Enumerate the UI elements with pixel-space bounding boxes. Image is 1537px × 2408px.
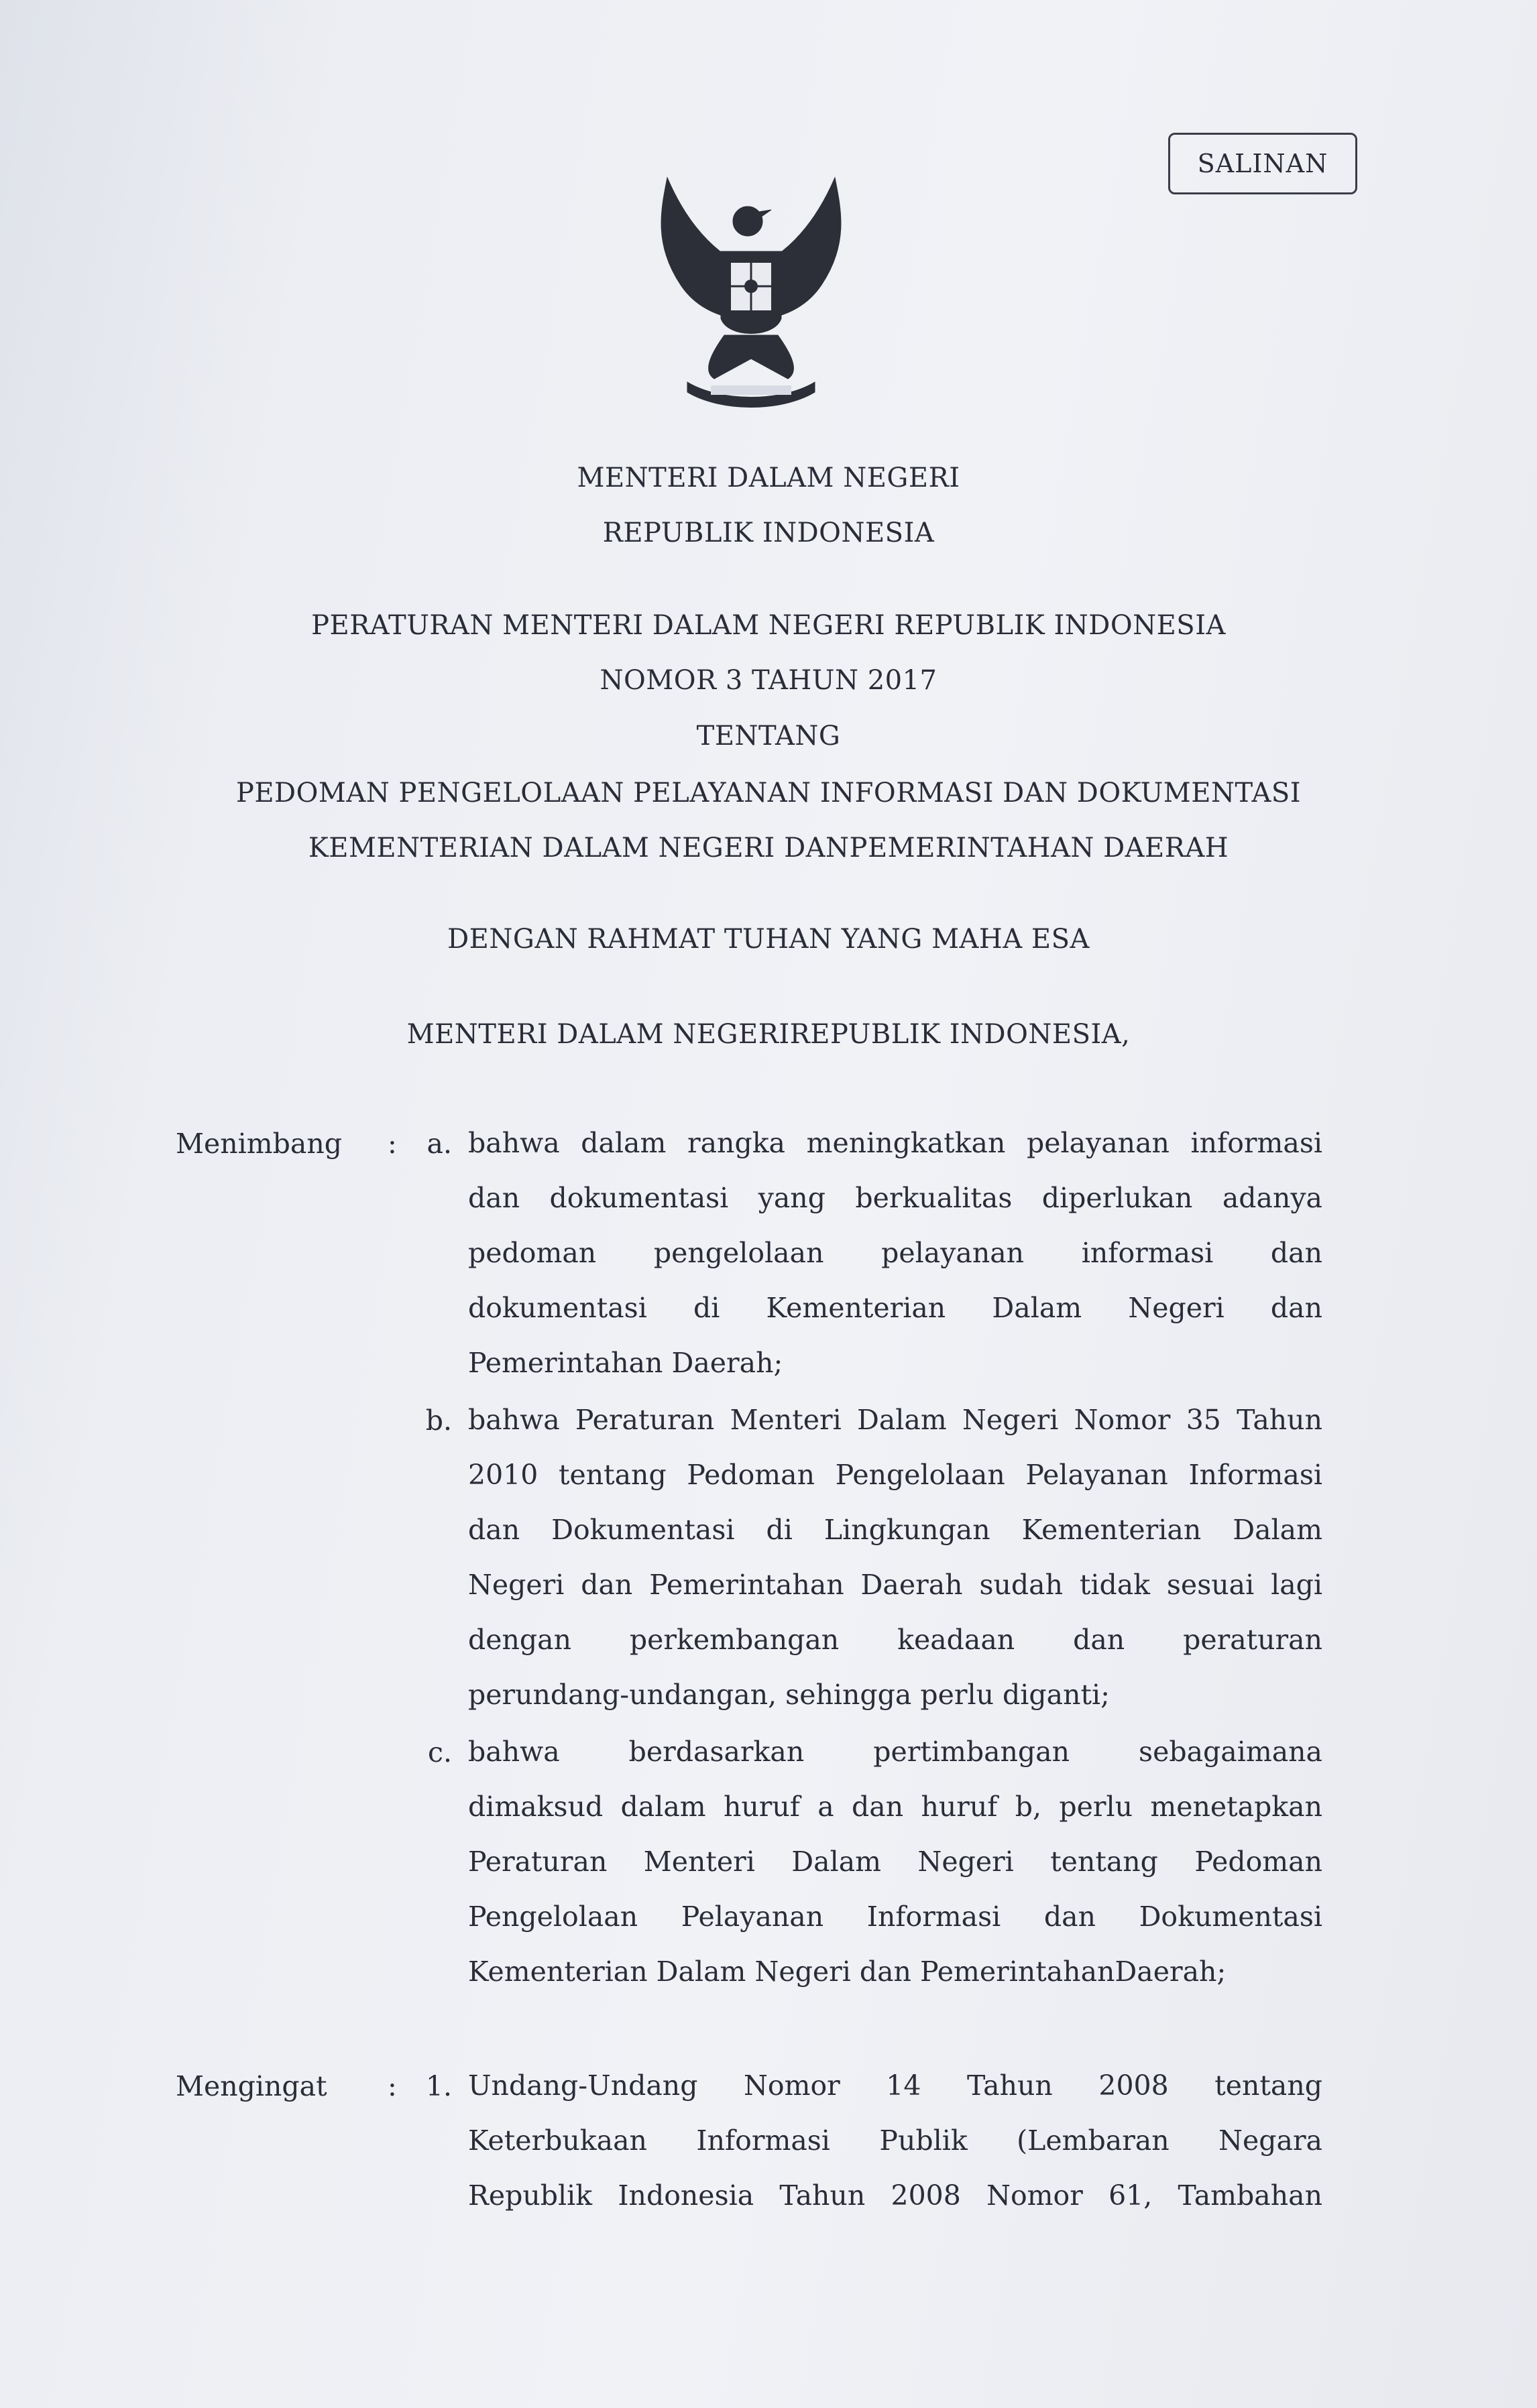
text-line: Pengelolaan Pelayanan Informasi dan Dokumentasi [468,1901,1322,1933]
text-line: Keterbukaan Informasi Publik (Lembaran Negara [468,2124,1322,2157]
text-line: dan dokumentasi yang berkualitas diperlukan adanya [468,1182,1322,1214]
text-line: bahwa dalam rangka meningkatkan pelayanan informasi [468,1127,1322,1159]
text-line: Kementerian Dalam Negeri dan PemerintahanDaerah; [468,1955,1227,1988]
menimbang-a-paragraph [468,1116,1322,1390]
text-line: Republik Indonesia Tahun 2008 Nomor 61, Tambahan [468,2179,1322,2212]
title-line-4: PEDOMAN PENGELOLAAN PELAYANAN INFORMASI DAN DOKUMENTASI [235,778,1302,808]
title-line-1: PERATURAN MENTERI DALAM NEGERI REPUBLIK INDONESIA [311,610,1226,641]
text-line: dimaksud dalam huruf a dan huruf b, perlu menetapkan [468,1791,1322,1823]
header-line-2: REPUBLIK INDONESIA [602,518,935,548]
title-line-2: NOMOR 3 TAHUN 2017 [600,665,937,696]
text-line: pedoman pengelolaan pelayanan informasi dan [468,1237,1322,1269]
text-line: dengan perkembangan keadaan dan peraturan [468,1624,1322,1656]
menimbang-a-marker: a. [426,1128,452,1160]
garuda-emblem [640,171,862,412]
text-line: dokumentasi di Kementerian Dalam Negeri dan [468,1292,1322,1324]
menimbang-c-marker: c. [428,1736,452,1768]
invocation: DENGAN RAHMAT TUHAN YANG MAHA ESA [447,924,1090,955]
salinan-stamp: SALINAN [1168,133,1357,194]
menimbang-c-paragraph [468,1724,1322,1999]
text-line: bahwa Peraturan Menteri Dalam Negeri Nomor 35 Tahun [468,1404,1322,1436]
mengingat-colon: : [388,2070,397,2102]
text-line: Peraturan Menteri Dalam Negeri tentang Pedoman [468,1846,1322,1878]
text-line: 2010 tentang Pedoman Pengelolaan Pelayanan Informasi [468,1459,1322,1491]
menimbang-b-paragraph [468,1392,1322,1722]
header-line-1: MENTERI DALAM NEGERI [577,463,960,493]
title-line-5: KEMENTERIAN DALAM NEGERI DANPEMERINTAHAN DAERAH [308,833,1229,863]
mengingat-1-paragraph [468,2058,1322,2223]
text-line: Negeri dan Pemerintahan Daerah sudah tidak sesuai lagi [468,1569,1322,1601]
text-line: bahwa berdasarkan pertimbangan sebagaimana [468,1736,1322,1768]
text-line: perundang-undangan, sehingga perlu diganti; [468,1679,1110,1711]
text-line: Undang-Undang Nomor 14 Tahun 2008 tentang [468,2069,1322,2102]
mengingat-label: Mengingat [176,2070,327,2102]
title-line-3: TENTANG [696,721,841,751]
menimbang-label: Menimbang [176,1128,342,1160]
mengingat-1-marker: 1. [425,2070,452,2102]
menimbang-colon: : [388,1128,397,1160]
text-line: dan Dokumentasi di Lingkungan Kementerian Dalam [468,1514,1322,1546]
issuer: MENTERI DALAM NEGERIREPUBLIK INDONESIA, [406,1019,1131,1050]
menimbang-b-marker: b. [425,1404,452,1437]
text-line: Pemerintahan Daerah; [468,1347,783,1379]
